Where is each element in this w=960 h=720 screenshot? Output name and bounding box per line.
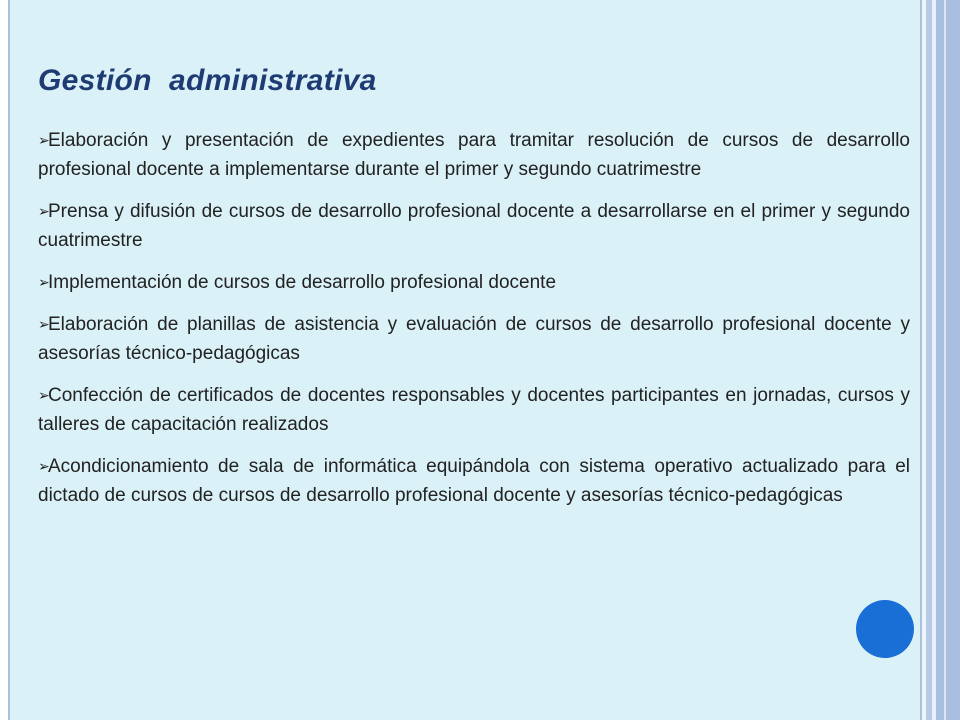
list-item [38,197,910,255]
arrow-bullet-icon: ➢ [38,203,50,219]
side-stripe [936,0,960,720]
arrow-bullet-icon: ➢ [38,458,50,474]
list-item [38,452,910,510]
bullet-text: Prensa y difusión de cursos de desarrollo profesional docente a desarrollarse en el primer y segundo cuatrimestre [38,201,910,251]
arrow-bullet-icon: ➢ [38,274,50,290]
bullet-text: Elaboración y presentación de expedientes para tramitar resolución de cursos de desarrollo profesional docente a implementarse durante el primer y segundo cuatrimestre [38,130,910,180]
decorative-circle [856,600,914,658]
list-item [38,310,910,368]
bullet-list [38,126,910,523]
arrow-bullet-icon: ➢ [38,387,50,403]
side-stripe [944,0,946,720]
list-item [38,126,910,184]
arrow-bullet-icon: ➢ [38,132,50,148]
arrow-bullet-icon: ➢ [38,316,50,332]
slide-title: Gestión administrativa [38,64,377,97]
bullet-text: Confección de certificados de docentes responsables y docentes participantes en jornadas, cursos y talleres de capacitación realizados [38,385,910,435]
list-item [38,381,910,439]
list-item [38,268,910,297]
bullet-text: Implementación de cursos de desarrollo profesional docente [48,272,557,293]
bullet-text: Acondicionamiento de sala de informática equipándola con sistema operativo actualizado para el dictado de cursos de cursos de desarrollo profesional docente y asesorías técnico-pedagógicas [38,456,910,506]
bullet-text: Elaboración de planillas de asistencia y evaluación de cursos de desarrollo profesional docente y asesorías técnico-pedagógicas [38,314,910,364]
